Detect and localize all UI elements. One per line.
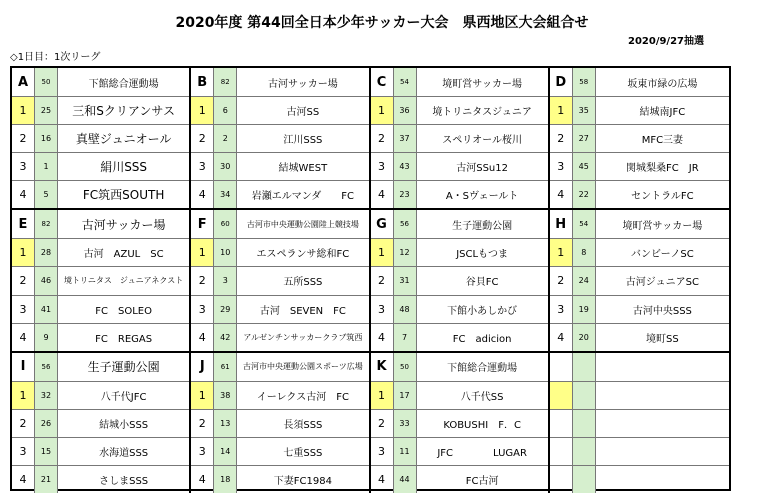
team-row	[191, 295, 368, 323]
group-letter: J	[191, 353, 214, 381]
team-row	[371, 323, 548, 351]
team-number: 48	[394, 296, 417, 323]
team-row	[371, 409, 548, 437]
venue-code	[573, 353, 596, 381]
group-empty	[550, 353, 729, 493]
team-position: 1	[371, 382, 394, 409]
group-header	[191, 210, 368, 238]
team-position: 3	[191, 296, 214, 323]
team-row	[550, 266, 729, 294]
team-number: 2	[214, 125, 237, 152]
team-position: 3	[191, 438, 214, 465]
team-row	[550, 381, 729, 409]
team-name: 絹川SSS	[100, 160, 148, 175]
team-row	[371, 295, 548, 323]
group-letter: C	[371, 68, 394, 96]
venue-name: 古河市中央運動公園陸上競技場	[246, 219, 359, 229]
team-number: 6	[214, 97, 237, 124]
team-name: 結城WEST	[278, 163, 328, 175]
team-row	[550, 238, 729, 266]
group-f	[191, 210, 370, 352]
team-position: 4	[12, 324, 35, 351]
team-row	[550, 437, 729, 465]
team-name: セントラルFC	[631, 191, 694, 203]
team-position: 1	[191, 97, 214, 124]
team-name: FC SOLEO	[95, 305, 152, 317]
team-number: 32	[35, 382, 58, 409]
team-position: 4	[550, 181, 573, 208]
team-name: 谷貝FC	[465, 277, 499, 289]
team-row	[550, 409, 729, 437]
team-name: FC古河	[465, 475, 499, 487]
team-name: 古河ジュニアSC	[625, 277, 699, 289]
team-name: JFC LUGAR	[437, 447, 527, 459]
venue-code: 50	[35, 68, 58, 96]
team-name: 八千代SS	[460, 391, 504, 403]
team-row	[371, 238, 548, 266]
team-position: 1	[371, 239, 394, 266]
team-number: 45	[573, 153, 596, 180]
group-header	[550, 68, 729, 96]
team-number: 9	[35, 324, 58, 351]
team-row	[550, 124, 729, 152]
team-position: 2	[12, 125, 35, 152]
team-name	[596, 382, 729, 409]
team-number: 20	[573, 324, 596, 351]
team-row	[12, 465, 189, 493]
team-number: 38	[214, 382, 237, 409]
team-number: 10	[214, 239, 237, 266]
team-position: 1	[191, 239, 214, 266]
team-row	[371, 96, 548, 124]
team-name: 下妻FC1984	[273, 475, 332, 487]
team-position: 2	[371, 267, 394, 294]
team-number: 13	[214, 410, 237, 437]
group-letter: H	[550, 210, 573, 238]
team-position: 3	[191, 153, 214, 180]
team-row	[371, 124, 548, 152]
team-name	[596, 410, 729, 437]
page-title: 2020年度 第44回全日本少年サッカー大会 県西地区大会組合せ	[175, 15, 589, 31]
team-name: FC REGAS	[95, 333, 153, 345]
team-name: 三和Sクリアンサス	[72, 104, 175, 119]
team-position: 3	[371, 296, 394, 323]
team-name: 古河SSu12	[456, 163, 508, 175]
team-position: 3	[12, 438, 35, 465]
team-position: 2	[191, 267, 214, 294]
team-name: 下館小あしかび	[447, 305, 518, 317]
group-g	[371, 210, 550, 352]
team-row	[191, 323, 368, 351]
round-label: ◇1日目：1次リーグ	[10, 52, 101, 63]
team-row	[12, 323, 189, 351]
team-name: さしまSSS	[99, 475, 149, 487]
group-letter: F	[191, 210, 214, 238]
team-position: 2	[191, 125, 214, 152]
group-header	[12, 210, 189, 238]
group-letter: I	[12, 353, 35, 381]
team-row	[550, 465, 729, 493]
team-position: 1	[12, 239, 35, 266]
team-row	[12, 437, 189, 465]
team-row	[12, 96, 189, 124]
team-position: 4	[191, 324, 214, 351]
team-name: FC筑西SOUTH	[82, 188, 165, 203]
team-position: 4	[371, 324, 394, 351]
team-name: 関城梨桑FC JR	[626, 163, 699, 175]
team-name: 水海道SSS	[99, 447, 149, 459]
team-name: 江川SSS	[283, 135, 323, 147]
team-row	[12, 266, 189, 294]
team-position: 2	[371, 410, 394, 437]
venue-code: 82	[35, 210, 58, 238]
group-b	[191, 68, 370, 210]
group-i	[12, 353, 191, 493]
team-row	[12, 409, 189, 437]
team-name: アルゼンチンサッカークラブ筑西	[243, 332, 363, 342]
team-number: 46	[35, 267, 58, 294]
team-name: A・Sヴェールト	[445, 191, 519, 203]
team-row	[371, 465, 548, 493]
team-number: 8	[573, 239, 596, 266]
team-number: 21	[35, 466, 58, 493]
team-number: 37	[394, 125, 417, 152]
team-name: 岩瀬エルマンダ FC	[251, 191, 355, 203]
team-row	[191, 266, 368, 294]
venue-code: 58	[573, 68, 596, 96]
team-row	[191, 437, 368, 465]
team-position: 4	[12, 466, 35, 493]
team-position: 3	[12, 153, 35, 180]
team-row	[12, 381, 189, 409]
venue-name: 境町営サッカー場	[622, 220, 703, 232]
team-position	[550, 382, 573, 409]
team-number: 34	[214, 181, 237, 208]
group-e	[12, 210, 191, 352]
team-name: 古河 SEVEN FC	[259, 305, 346, 317]
team-number: 42	[214, 324, 237, 351]
team-number: 28	[35, 239, 58, 266]
team-row	[191, 152, 368, 180]
group-h	[550, 210, 729, 352]
team-row	[550, 180, 729, 208]
group-letter	[550, 353, 573, 381]
team-number: 11	[394, 438, 417, 465]
team-number: 5	[35, 181, 58, 208]
team-row	[371, 266, 548, 294]
venue-name: 下館総合運動場	[88, 78, 159, 90]
team-number: 19	[573, 296, 596, 323]
group-header	[12, 353, 189, 381]
team-name: エスペランサ総和FC	[256, 249, 350, 261]
team-number: 41	[35, 296, 58, 323]
venue-code: 82	[214, 68, 237, 96]
team-position: 2	[550, 125, 573, 152]
venue-name: 生子運動公園	[87, 360, 160, 375]
venue-code: 61	[214, 353, 237, 381]
team-number: 25	[35, 97, 58, 124]
group-header	[191, 353, 368, 381]
team-position: 4	[550, 324, 573, 351]
team-position: 1	[550, 97, 573, 124]
team-row	[550, 152, 729, 180]
team-row	[12, 124, 189, 152]
team-name: 長須SSS	[283, 419, 323, 431]
draw-date: 2020/9/27抽選	[627, 36, 704, 47]
venue-name: 下館総合運動場	[447, 363, 518, 375]
team-number: 1	[35, 153, 58, 180]
team-name: 境トリニタスジュニア	[432, 107, 532, 119]
team-number: 26	[35, 410, 58, 437]
venue-code: 60	[214, 210, 237, 238]
team-number: 31	[394, 267, 417, 294]
team-position: 4	[12, 181, 35, 208]
team-row	[371, 152, 548, 180]
group-header	[371, 353, 548, 381]
venue-code: 50	[394, 353, 417, 381]
team-position: 2	[550, 267, 573, 294]
team-name: 真壁ジュニオール	[75, 132, 172, 147]
venue-code: 54	[394, 68, 417, 96]
team-position: 3	[371, 438, 394, 465]
team-name: 古河 AZUL SC	[83, 249, 164, 261]
team-number: 15	[35, 438, 58, 465]
team-row	[550, 96, 729, 124]
team-number	[573, 466, 596, 493]
team-name	[596, 438, 729, 465]
group-header	[371, 68, 548, 96]
group-letter: B	[191, 68, 214, 96]
group-c	[371, 68, 550, 210]
team-position: 3	[371, 153, 394, 180]
venue-name	[596, 353, 729, 381]
team-number: 18	[214, 466, 237, 493]
group-header	[371, 210, 548, 238]
team-name: 八千代JFC	[100, 391, 147, 403]
team-number: 30	[214, 153, 237, 180]
team-row	[371, 381, 548, 409]
team-position: 1	[550, 239, 573, 266]
team-position	[550, 410, 573, 437]
venue-name: 古河サッカー場	[267, 78, 338, 90]
team-position: 2	[12, 410, 35, 437]
team-number: 14	[214, 438, 237, 465]
team-number: 36	[394, 97, 417, 124]
team-position: 1	[191, 382, 214, 409]
team-name: バンビーノSC	[631, 249, 694, 261]
team-name: FC adicion	[452, 333, 512, 345]
team-position: 3	[12, 296, 35, 323]
team-row	[550, 295, 729, 323]
team-name: KOBUSHI F．C	[443, 419, 521, 431]
team-row	[12, 180, 189, 208]
team-row	[12, 295, 189, 323]
team-number: 16	[35, 125, 58, 152]
team-position	[550, 438, 573, 465]
group-a	[12, 68, 191, 210]
group-d	[550, 68, 729, 210]
team-number: 27	[573, 125, 596, 152]
groups-grid	[10, 66, 731, 491]
group-header	[12, 68, 189, 96]
team-row	[191, 124, 368, 152]
group-k	[371, 353, 550, 493]
team-number: 24	[573, 267, 596, 294]
team-name: 古河中央SSS	[632, 305, 692, 317]
team-position: 2	[191, 410, 214, 437]
team-name: 古河SS	[286, 107, 320, 119]
team-number: 12	[394, 239, 417, 266]
team-row	[191, 238, 368, 266]
team-position: 3	[550, 153, 573, 180]
venue-name: 境町営サッカー場	[442, 78, 523, 90]
team-name: 境町SS	[646, 333, 679, 345]
venue-code: 54	[573, 210, 596, 238]
team-name: スペリオール桜川	[442, 135, 522, 147]
team-row	[191, 180, 368, 208]
team-position: 1	[371, 97, 394, 124]
team-name: 境トリニタス ジュニアネクスト	[63, 276, 184, 286]
team-number: 35	[573, 97, 596, 124]
venue-code: 56	[394, 210, 417, 238]
team-number: 22	[573, 181, 596, 208]
team-row	[191, 409, 368, 437]
team-name	[596, 466, 729, 493]
team-row	[371, 180, 548, 208]
team-row	[191, 381, 368, 409]
team-name: JSCLもつま	[456, 249, 509, 261]
team-position: 1	[12, 382, 35, 409]
team-row	[371, 437, 548, 465]
group-letter: G	[371, 210, 394, 238]
group-header	[550, 353, 729, 381]
group-header	[191, 68, 368, 96]
venue-name: 古河サッカー場	[81, 217, 166, 232]
team-name: MFC三妻	[641, 135, 684, 147]
team-position: 4	[191, 466, 214, 493]
team-name: 五所SSS	[283, 277, 323, 289]
team-position	[550, 466, 573, 493]
team-name: 結城小SSS	[99, 419, 149, 431]
team-number: 23	[394, 181, 417, 208]
group-letter: D	[550, 68, 573, 96]
team-row	[12, 238, 189, 266]
venue-name: 坂東市緑の広場	[627, 78, 698, 90]
venue-name: 古河市中央運動公園スポーツ広場	[243, 362, 363, 372]
team-position: 1	[12, 97, 35, 124]
venue-code: 56	[35, 353, 58, 381]
team-name: 結城南JFC	[639, 107, 686, 119]
team-number: 3	[214, 267, 237, 294]
team-number: 29	[214, 296, 237, 323]
team-row	[191, 465, 368, 493]
group-j	[191, 353, 370, 493]
team-number: 43	[394, 153, 417, 180]
team-position: 3	[550, 296, 573, 323]
team-number	[573, 382, 596, 409]
team-position: 2	[12, 267, 35, 294]
team-name: 七重SSS	[283, 447, 323, 459]
team-position: 4	[371, 181, 394, 208]
team-row	[12, 152, 189, 180]
team-row	[191, 96, 368, 124]
team-position: 4	[371, 466, 394, 493]
team-number	[573, 410, 596, 437]
team-number: 33	[394, 410, 417, 437]
group-letter: A	[12, 68, 35, 96]
group-letter: E	[12, 210, 35, 238]
team-position: 4	[191, 181, 214, 208]
group-letter: K	[371, 353, 394, 381]
group-header	[550, 210, 729, 238]
team-number: 44	[394, 466, 417, 493]
team-number	[573, 438, 596, 465]
team-number: 7	[394, 324, 417, 351]
team-row	[550, 323, 729, 351]
team-name: イーレクス古河 FC	[256, 391, 349, 403]
team-number: 17	[394, 382, 417, 409]
venue-name: 生子運動公園	[452, 220, 513, 232]
team-position: 2	[371, 125, 394, 152]
